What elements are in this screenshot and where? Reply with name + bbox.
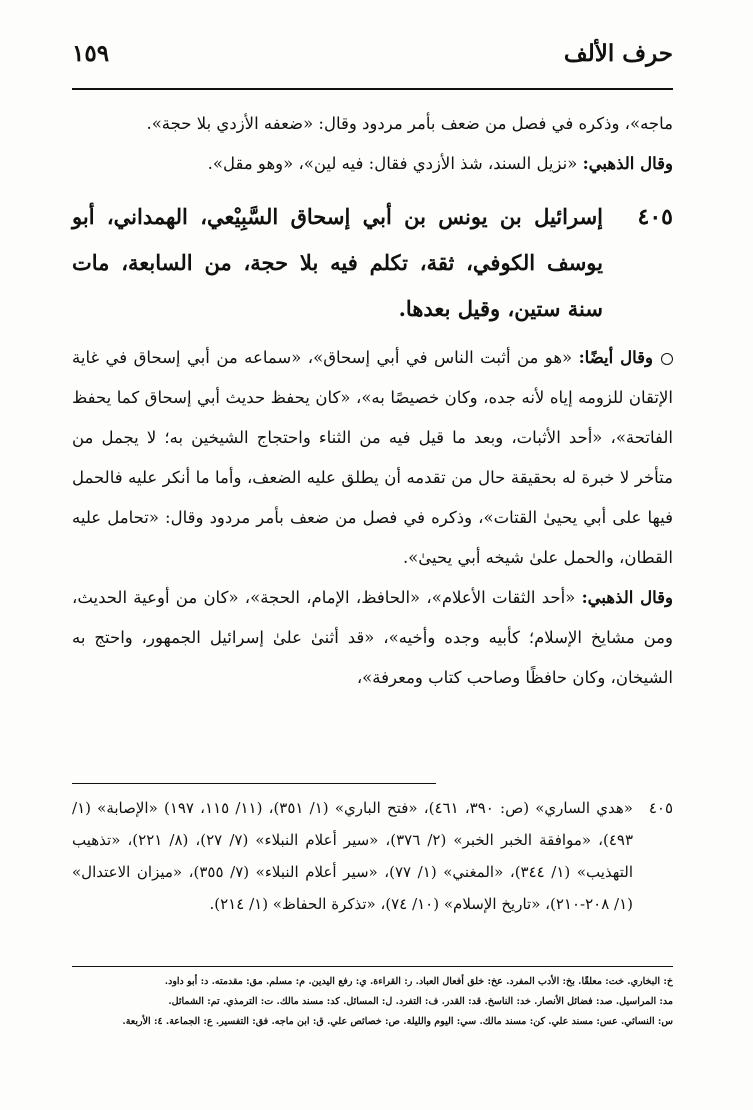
abbreviations-rule [72, 966, 673, 967]
footnote-number: ٤٠٥ [648, 799, 673, 817]
quote-text: «أحد الثقات الأعلام»، «الحافظ، الإمام، الحجة»، «كان من أوعية الحديث، ومن مشايخ الإسلام؛ كأبيه وجده وأخيه»، «قد أثنىٰ علىٰ إسرائيل الجمهور، واحتج به الشيخان، وكان حافظًا وصاحب كتاب ومعرفة»، [72, 588, 673, 687]
chapter-title: حرف الألف [563, 40, 673, 67]
abbreviation-line: خ: البخاري. خت: معلقًا. بخ: الأدب المفرد. عخ: خلق أفعال العباد. ر: القراءة. ي: رفع اليدين. م: مسلم. مق: مقدمته. د: أبو داود. [164, 976, 673, 987]
header-rule [72, 88, 673, 90]
paragraph-dhahabi-2 [72, 578, 673, 698]
footnote-rule [72, 783, 436, 784]
circle-marker-icon [661, 353, 673, 365]
footnote-text: «هدي الساري» (ص: ٣٩٠، ٤٦١)، «فتح الباري» (١/ ٣٥١)، (١١/ ١١٥، ١٩٧) «الإصابة» (١/ ٤٩٣)، «موافقة الخبر الخبر» (٢/ ٣٧٦)، «سير أعلام النبلاء» (٧/ ٢٧)، (٨/ ٢٢١)، «تذهيب التهذيب» (١/ ٣٤٤)، «المغني» (١/ ٧٧)، «سير أعلام النبلاء» (٧/ ٣٥٥)، «ميزان الاعتدال» (١/ ٢٠٨-٢١٠)، «تاريخ الإسلام» (١٠/ ٧٤)، «تذكرة الحفاظ» (١/ ٢١٤). [72, 799, 633, 913]
page-header [72, 40, 673, 84]
entry-405 [72, 194, 673, 332]
paragraph-dhahabi-1 [72, 144, 673, 184]
entry-number: ٤٠٥ [637, 204, 673, 230]
abbreviation-line: مد: المراسيل. صد: فضائل الأنصار. خد: الناسخ. قد: القدر. ف: التفرد. ل: المسائل. كد: مسند مالك. ت: الترمذي. تم: الشمائل. [168, 996, 673, 1007]
abbreviations-key [72, 972, 673, 1032]
paragraph-also [72, 338, 673, 578]
page-number: ١٥٩ [72, 40, 110, 67]
quote-label: وقال الذهبي: [582, 154, 673, 173]
abbreviation-line: س: النسائي. عس: مسند علي. كن: مسند مالك. سي: اليوم والليلة. ص: خصائص علي. ق: ابن ماجه. فق: التفسير. ع: الجماعة. ٤: الأربعة. [122, 1016, 673, 1027]
footnote [72, 792, 673, 920]
quote-label: وقال أيضًا: [578, 348, 654, 367]
quote-text: «هو من أثبت الناس في أبي إسحاق»، «سماعه من أبي إسحاق في غاية الإتقان للزومه إياه لأنه جده، وكان خصيصًا به»، «كان يحفظ حديث أبي إسحاق كما يحفظ الفاتحة»، «أحد الأثبات، وبعد ما قيل فيه من الثناء واحتجاج الشيخين به؛ لا يجمل من متأخر لا خبرة له بحقيقة حال من تقدمه أن يطلق عليه الضعف، وأما ما أنكر عليه فالحمل فيها على أبي يحيىٰ القتات»، وذكره في فصل من ضعف بأمر مردود وقال: «تحامل عليه القطان، والحمل علىٰ شيخه أبي يحيىٰ». [72, 348, 673, 567]
main-text [72, 104, 673, 698]
quote-label: وقال الذهبي: [581, 588, 673, 607]
entry-heading: إسرائيل بن يونس بن أبي إسحاق السَّبِيْعي، الهمداني، أبو يوسف الكوفي، ثقة، تكلم فيه بلا حجة، من السابعة، مات سنة ستين، وقيل بعدها. [72, 204, 603, 321]
quote-text: «نزيل السند، شذ الأزدي فقال: فيه لين»، «وهو مقل». [207, 154, 578, 173]
paragraph-continuation: ماجه»، وذكره في فصل من ضعف بأمر مردود وقال: «ضعفه الأزدي بلا حجة». [146, 114, 673, 133]
